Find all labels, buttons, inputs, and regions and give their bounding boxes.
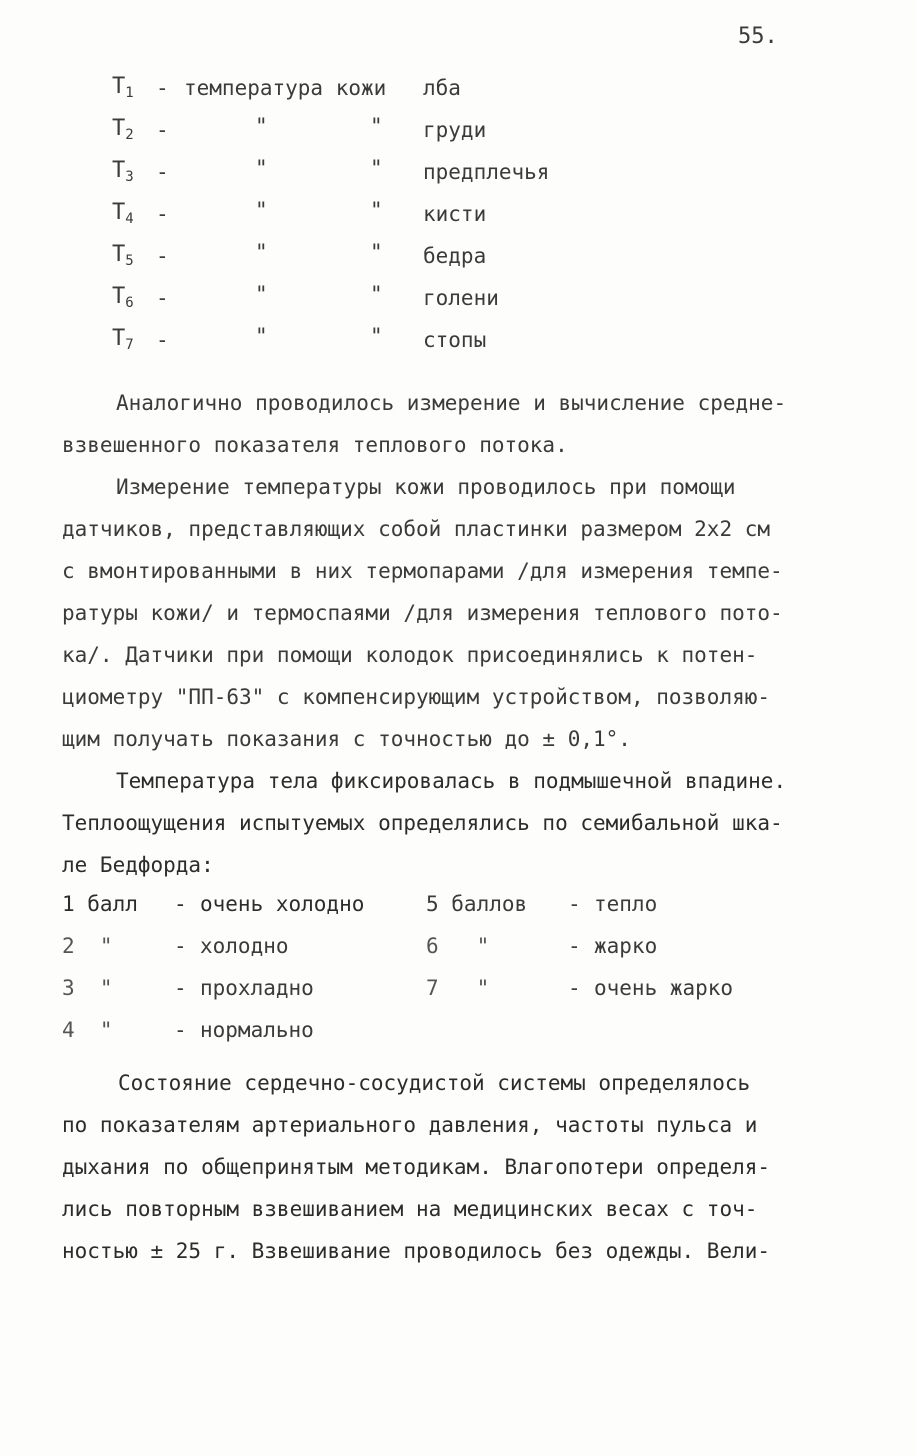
temp-symbol: $T_2$ xyxy=(112,116,134,143)
text-line: с вмонтированными в них термопарами /для измерения темпе- xyxy=(62,559,783,583)
dash: - xyxy=(174,892,187,916)
dash: - xyxy=(156,328,169,352)
text-line: датчиков, представляющих собой пластинки размером 2x2 см xyxy=(62,517,771,541)
ditto-mark: " xyxy=(370,198,383,222)
ditto-mark: " xyxy=(370,114,383,138)
body-part: лба xyxy=(423,76,461,100)
scale-number: 7 " xyxy=(426,976,490,1000)
scale-number: 5 баллов xyxy=(426,892,528,916)
text-line: ка/. Датчики при помощи колодок присоединялись к потен- xyxy=(62,643,758,667)
body-part: стопы xyxy=(423,328,487,352)
scale-label: очень жарко xyxy=(594,976,734,1000)
temp-symbol: $T_7$ xyxy=(112,326,134,353)
body-part: голени xyxy=(423,286,499,310)
dash: - xyxy=(156,286,169,310)
scale-number: 6 " xyxy=(426,934,490,958)
dash: - xyxy=(568,934,581,958)
dash: - xyxy=(156,76,169,100)
dash: - xyxy=(156,118,169,142)
ditto-mark: " xyxy=(255,156,268,180)
temp-symbol: $T_3$ xyxy=(112,158,134,185)
scale-label: жарко xyxy=(594,934,658,958)
text-line: дыхания по общепринятым методикам. Влагопотери определя- xyxy=(62,1155,771,1179)
paragraph-2 xyxy=(62,466,862,760)
temp-symbol: $T_4$ xyxy=(112,200,134,227)
dash: - xyxy=(568,976,581,1000)
scale-label: нормально xyxy=(200,1018,314,1042)
text-line: Температура тела фиксировалась в подмышечной впадине. xyxy=(116,769,787,793)
measure-label: температура кожи xyxy=(184,76,387,100)
dash: - xyxy=(156,244,169,268)
ditto-mark: " xyxy=(255,114,268,138)
ditto-mark: " xyxy=(255,240,268,264)
scale-label: тепло xyxy=(594,892,658,916)
text-line: ратуры кожи/ и термоспаями /для измерения теплового пото- xyxy=(62,601,783,625)
scale-number: 3 " xyxy=(62,976,113,1000)
dash: - xyxy=(174,976,187,1000)
body-part: предплечья xyxy=(423,160,550,184)
ditto-mark: " xyxy=(370,156,383,180)
scale-label: очень холодно xyxy=(200,892,365,916)
text-line: Измерение температуры кожи проводилось при помощи xyxy=(116,475,736,499)
scale-number: 1 балл xyxy=(62,892,138,916)
text-line: Теплоощущения испытуемых определялись по семибальной шка- xyxy=(62,811,783,835)
ditto-mark: " xyxy=(370,324,383,348)
text-line: щим получать показания с точностью до ± 0,1°. xyxy=(62,727,631,751)
text-line: циометру "ПП-63" с компенсирующим устройством, позволяю- xyxy=(62,685,771,709)
ditto-mark: " xyxy=(255,324,268,348)
ditto-mark: " xyxy=(370,240,383,264)
scale-number: 2 " xyxy=(62,934,113,958)
text-line: Состояние сердечно-сосудистой системы определялось xyxy=(118,1071,751,1095)
body-part: бедра xyxy=(423,244,487,268)
ditto-mark: " xyxy=(370,282,383,306)
temp-symbol: $T_1$ xyxy=(112,74,134,101)
text-line: Аналогично проводилось измерение и вычисление средне- xyxy=(116,391,787,415)
dash: - xyxy=(156,202,169,226)
dash: - xyxy=(156,160,169,184)
temp-symbol: $T_6$ xyxy=(112,284,134,311)
paragraph-3 xyxy=(62,760,862,886)
text-line: ностью ± 25 г. Взвешивание проводилось без одежды. Вели- xyxy=(62,1239,771,1263)
temp-symbol: $T_5$ xyxy=(112,242,134,269)
scale-label: прохладно xyxy=(200,976,314,1000)
dash: - xyxy=(568,892,581,916)
scale-label: холодно xyxy=(200,934,289,958)
body-part: груди xyxy=(423,118,487,142)
text-line: ле Бедфорда: xyxy=(62,853,214,877)
dash: - xyxy=(174,934,187,958)
paragraph-1 xyxy=(62,382,862,466)
text-line: по показателям артериального давления, частоты пульса и xyxy=(62,1113,758,1137)
ditto-mark: " xyxy=(255,198,268,222)
dash: - xyxy=(174,1018,187,1042)
ditto-mark: " xyxy=(255,282,268,306)
body-part: кисти xyxy=(423,202,487,226)
scale-number: 4 " xyxy=(62,1018,113,1042)
paragraph-4 xyxy=(62,1062,862,1272)
page-number: 55. xyxy=(738,24,778,49)
text-line: лись повторным взвешиванием на медицинских весах с точ- xyxy=(62,1197,758,1221)
text-line: взвешенного показателя теплового потока. xyxy=(62,433,568,457)
